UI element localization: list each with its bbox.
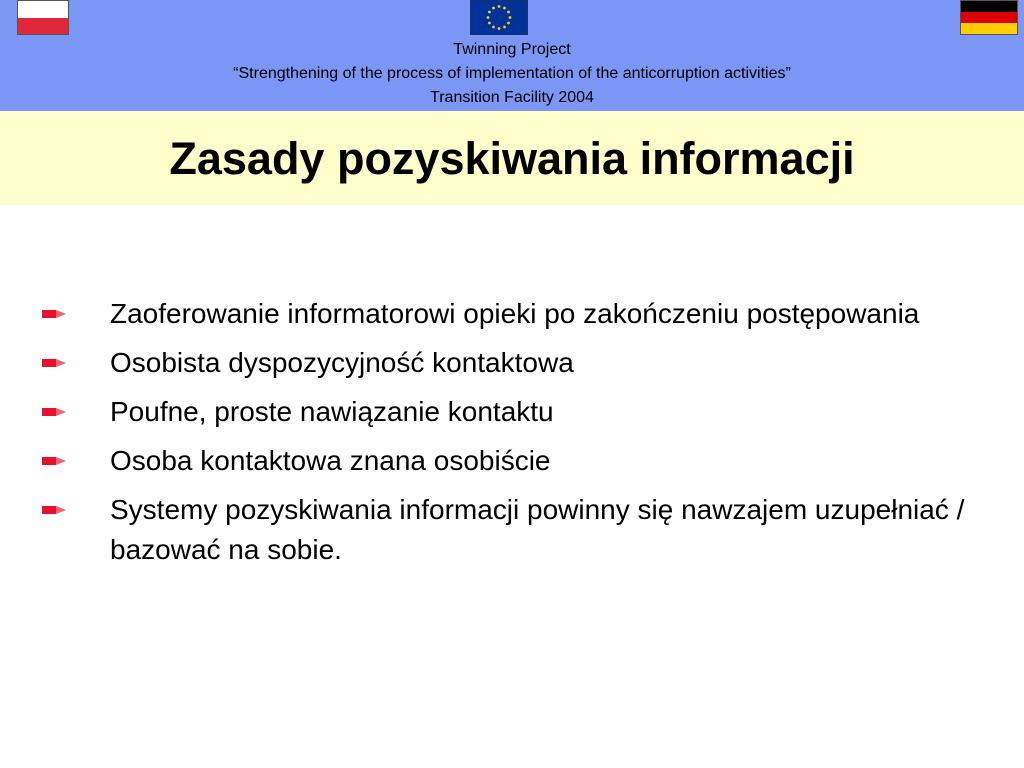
- header-line-project: Twinning Project: [453, 41, 571, 58]
- eu-star-icon: [492, 26, 495, 29]
- eu-star-icon: [503, 7, 506, 10]
- bullet-text: Systemy pozyskiwania informacji powinny się nawzajem uzupełniać / bazować na sobie.: [110, 494, 965, 565]
- project-header: [0, 38, 1024, 110]
- eu-flag-icon: [470, 0, 528, 35]
- pencil-bullet-icon: [42, 502, 66, 518]
- bullet-text: Poufne, proste nawiązanie kontaktu: [110, 396, 554, 427]
- poland-flag-icon: [17, 0, 69, 35]
- bullet-item: [42, 490, 1002, 570]
- pencil-bullet-icon: [42, 306, 66, 322]
- eu-star-icon: [507, 11, 510, 14]
- eu-star-icon: [498, 5, 501, 8]
- bullet-item: [42, 441, 1002, 481]
- eu-star-icon: [507, 22, 510, 25]
- pencil-bullet-icon: [42, 404, 66, 420]
- header-line-facility: Transition Facility 2004: [430, 89, 594, 106]
- slide-title: Zasady pozyskiwania informacji: [169, 133, 855, 184]
- eu-star-icon: [503, 26, 506, 29]
- bullet-item: [42, 392, 1002, 432]
- bullet-text: Osobista dyspozycyjność kontaktowa: [110, 347, 574, 378]
- eu-star-icon: [509, 16, 512, 19]
- bullet-item: [42, 294, 1002, 334]
- eu-star-icon: [487, 16, 490, 19]
- header-line-subtitle: “Strengthening of the process of implementation of the anticorruption activities”: [233, 65, 791, 82]
- bullet-item: [42, 343, 1002, 383]
- bullet-text: Osoba kontaktowa znana osobiście: [110, 445, 551, 476]
- eu-star-icon: [492, 7, 495, 10]
- pencil-bullet-icon: [42, 453, 66, 469]
- bullet-list: [42, 294, 1002, 579]
- pencil-bullet-icon: [42, 355, 66, 371]
- bullet-text: Zaoferowanie informatorowi opieki po zakończeniu postępowania: [110, 298, 920, 329]
- eu-star-icon: [488, 11, 491, 14]
- eu-star-icon: [498, 27, 501, 30]
- germany-flag-icon: [960, 0, 1018, 35]
- eu-star-icon: [488, 22, 491, 25]
